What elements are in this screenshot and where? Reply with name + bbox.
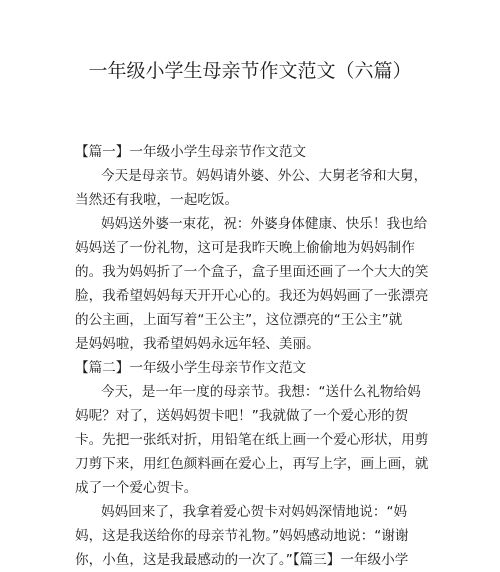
paragraph-line: 成了一个爱心贺卡。	[75, 480, 198, 496]
paragraph-line: 你，小鱼，这是我最感动的一次了。”【篇三】一年级小学	[75, 552, 409, 568]
paragraph-line: 是妈妈啦，我希望妈妈永远年轻、美丽。	[75, 336, 320, 352]
section-heading: 【篇二】一年级小学生母亲节作文范文	[75, 360, 307, 376]
paragraph-line: 妈，这是我送给你的母亲节礼物。”妈妈感动地说：“谢谢	[75, 528, 409, 544]
paragraph-line: 刀剪下来，用红色颜料画在爱心上，再写上字，画上画，就	[75, 456, 429, 472]
paragraph-line: 当然还有我啦，一起吃饭。	[75, 192, 239, 208]
paragraph-line: 卡。先把一张纸对折，用铅笔在纸上画一个爱心形状，用剪	[75, 432, 429, 448]
paragraph-line: 妈妈送了一份礼物，这可是我昨天晚上偷偷地为妈妈制作	[75, 240, 415, 256]
document-title: 一年级小学生母亲节作文范文（六篇）	[88, 60, 412, 82]
paragraph-line: 的公主画，上面写着“王公主”，这位漂亮的“王公主”就	[75, 312, 403, 328]
paragraph-line: 脸，我希望妈妈每天开开心心的。我还为妈妈画了一张漂亮	[75, 288, 429, 304]
section-heading: 【篇一】一年级小学生母亲节作文范文	[75, 144, 307, 160]
paragraph-line: 妈妈送外婆一束花，祝：外婆身体健康、快乐！我也给	[101, 216, 428, 232]
paragraph-line: 的。我为妈妈折了一个盒子，盒子里面还画了一个大大的笑	[75, 264, 429, 280]
document-body	[75, 140, 435, 572]
paragraph-line: 今天是母亲节。妈妈请外婆、外公、大舅老爷和大舅，	[101, 168, 428, 184]
paragraph-line: 妈妈回来了，我拿着爱心贺卡对妈妈深情地说：“妈	[101, 504, 408, 520]
paragraph-line: 妈呢？对了，送妈妈贺卡吧！”我就做了一个爱心形的贺	[75, 408, 409, 424]
paragraph-line: 今天，是一年一度的母亲节。我想：“送什么礼物给妈	[101, 384, 421, 400]
